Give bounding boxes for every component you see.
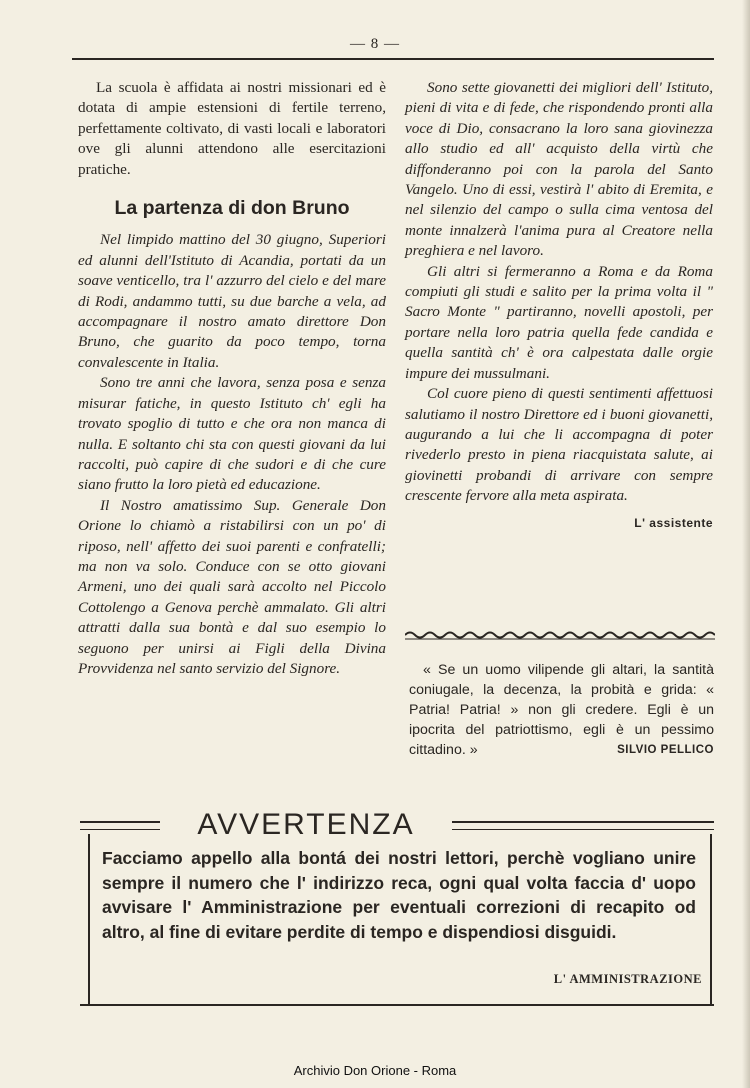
notice-rule-left — [80, 821, 160, 830]
left-paragraph: Sono tre anni che lavora, senza posa e senza misurar fatiche, in questo Istituto ch' egli ha trovato spoglio di tutto e che ora non manca di nulla. E soltanto chi sta con questi giovani da lui raccolti, può capire di che sudori e di che cure siano frutto la loro pietà ed educazione. — [78, 374, 386, 494]
right-paragraph: Gli altri si fermeranno a Roma e da Roma compiuti gli studi e salito per la prima volta il " Sacro Monte " partiranno, novelli apostoli, per portare nella loro patria quella fede candida e quella santità ch' è ora calpestata dalle orgie impure dei mussulmani. — [405, 262, 713, 382]
notice-text: Facciamo appello alla bontá dei nostri lettori, perchè vogliano unire sempre il numero che l' indirizzo reca, ogni qual volta faccia d' uopo avvisare l' Amministrazione per eventuali correzioni di recapito od altro, al fine di evitare perdite di tempo e dispendiosi disguidi. — [102, 848, 696, 942]
assistant-signature: L' assistente — [634, 515, 713, 530]
quote-block — [409, 660, 714, 760]
quote-author: SILVIO PELLICO — [617, 744, 714, 756]
notice-rule-right — [452, 821, 714, 830]
left-column — [78, 78, 386, 679]
page-edge-shadow — [742, 0, 750, 1088]
wavy-divider — [405, 630, 715, 640]
page-number: — 8 — — [350, 36, 400, 52]
header-rule — [72, 58, 714, 60]
notice-text-block — [102, 846, 696, 944]
intro-paragraph: La scuola è affidata ai nostri missionari ed è dotata di ampie estensioni di fertile terreno, perfettamente coltivato, di vasti locali e laboratori ove gli alunni attendono alle esercitazioni pratiche. — [78, 79, 386, 178]
quote-text: « Se un uomo vilipende gli altari, la santità coniugale, la decenza, la probità e grida: « Patria! Patria! » non gli credere. Egli è un ipocrita del patriottismo, egli è un pessimo cittadino. » — [409, 662, 714, 758]
right-paragraph: Sono sette giovanetti dei migliori dell' Istituto, pieni di vita e di fede, che rispondendo pronti alla voce di Dio, consacrano la loro sana giovinezza allo studio ed all' acquisto della virtù che diffonderanno poi con la parola del Santo Vangelo. Uno di essi, vestirà l' abito di Eremita, e nel silenzio del campo o sulla cima ventosa del monte innalzerà l'anima pura al Creatore nella preghiera e nel lavoro. — [405, 79, 713, 260]
left-paragraph: Il Nostro amatissimo Sup. Generale Don Orione lo chiamò a ristabilirsi con un po' di riposo, nell' affetto dei suoi parenti e confratelli; ma non va solo. Conduce con se otto giovani Armeni, uno dei quali sarà accolto nel Piccolo Cottolengo a Genova perchè ammalato. Gli altri attratti dalla sua bontà e dal suo esempio lo seguono per unirsi ai Figli della Divina Provvidenza nel santo servizio del Signore. — [78, 496, 386, 677]
section-title: La partenza di don Bruno — [114, 197, 350, 220]
notice-signature: L' AMMINISTRAZIONE — [553, 972, 702, 986]
right-column — [405, 78, 713, 533]
left-paragraph: Nel limpido mattino del 30 giugno, Superiori ed alunni dell'Istituto di Acandia, portati da un soave venticello, tra l' azzurro del cielo e del mare di Rodi, andammo tutti, su due barche a vela, ad accompagnare il nostro amato direttore Don Bruno, che guarito da poco tempo, torna convalescente in Italia. — [78, 231, 386, 371]
notice-title: AVVERTENZA — [197, 808, 415, 841]
right-paragraph: Col cuore pieno di questi sentimenti affettuosi salutiamo il nostro Direttore ed i buoni giovanetti, augurando a lui che li accompagna di poter rivederlo presto in piena riacquistata salute, ai giovinetti probandi di arrivare con sempre crescente fervore alla meta aspirata. — [405, 385, 713, 505]
archive-footer: Archivio Don Orione - Roma — [293, 1063, 457, 1078]
footer-rule — [80, 1004, 714, 1006]
